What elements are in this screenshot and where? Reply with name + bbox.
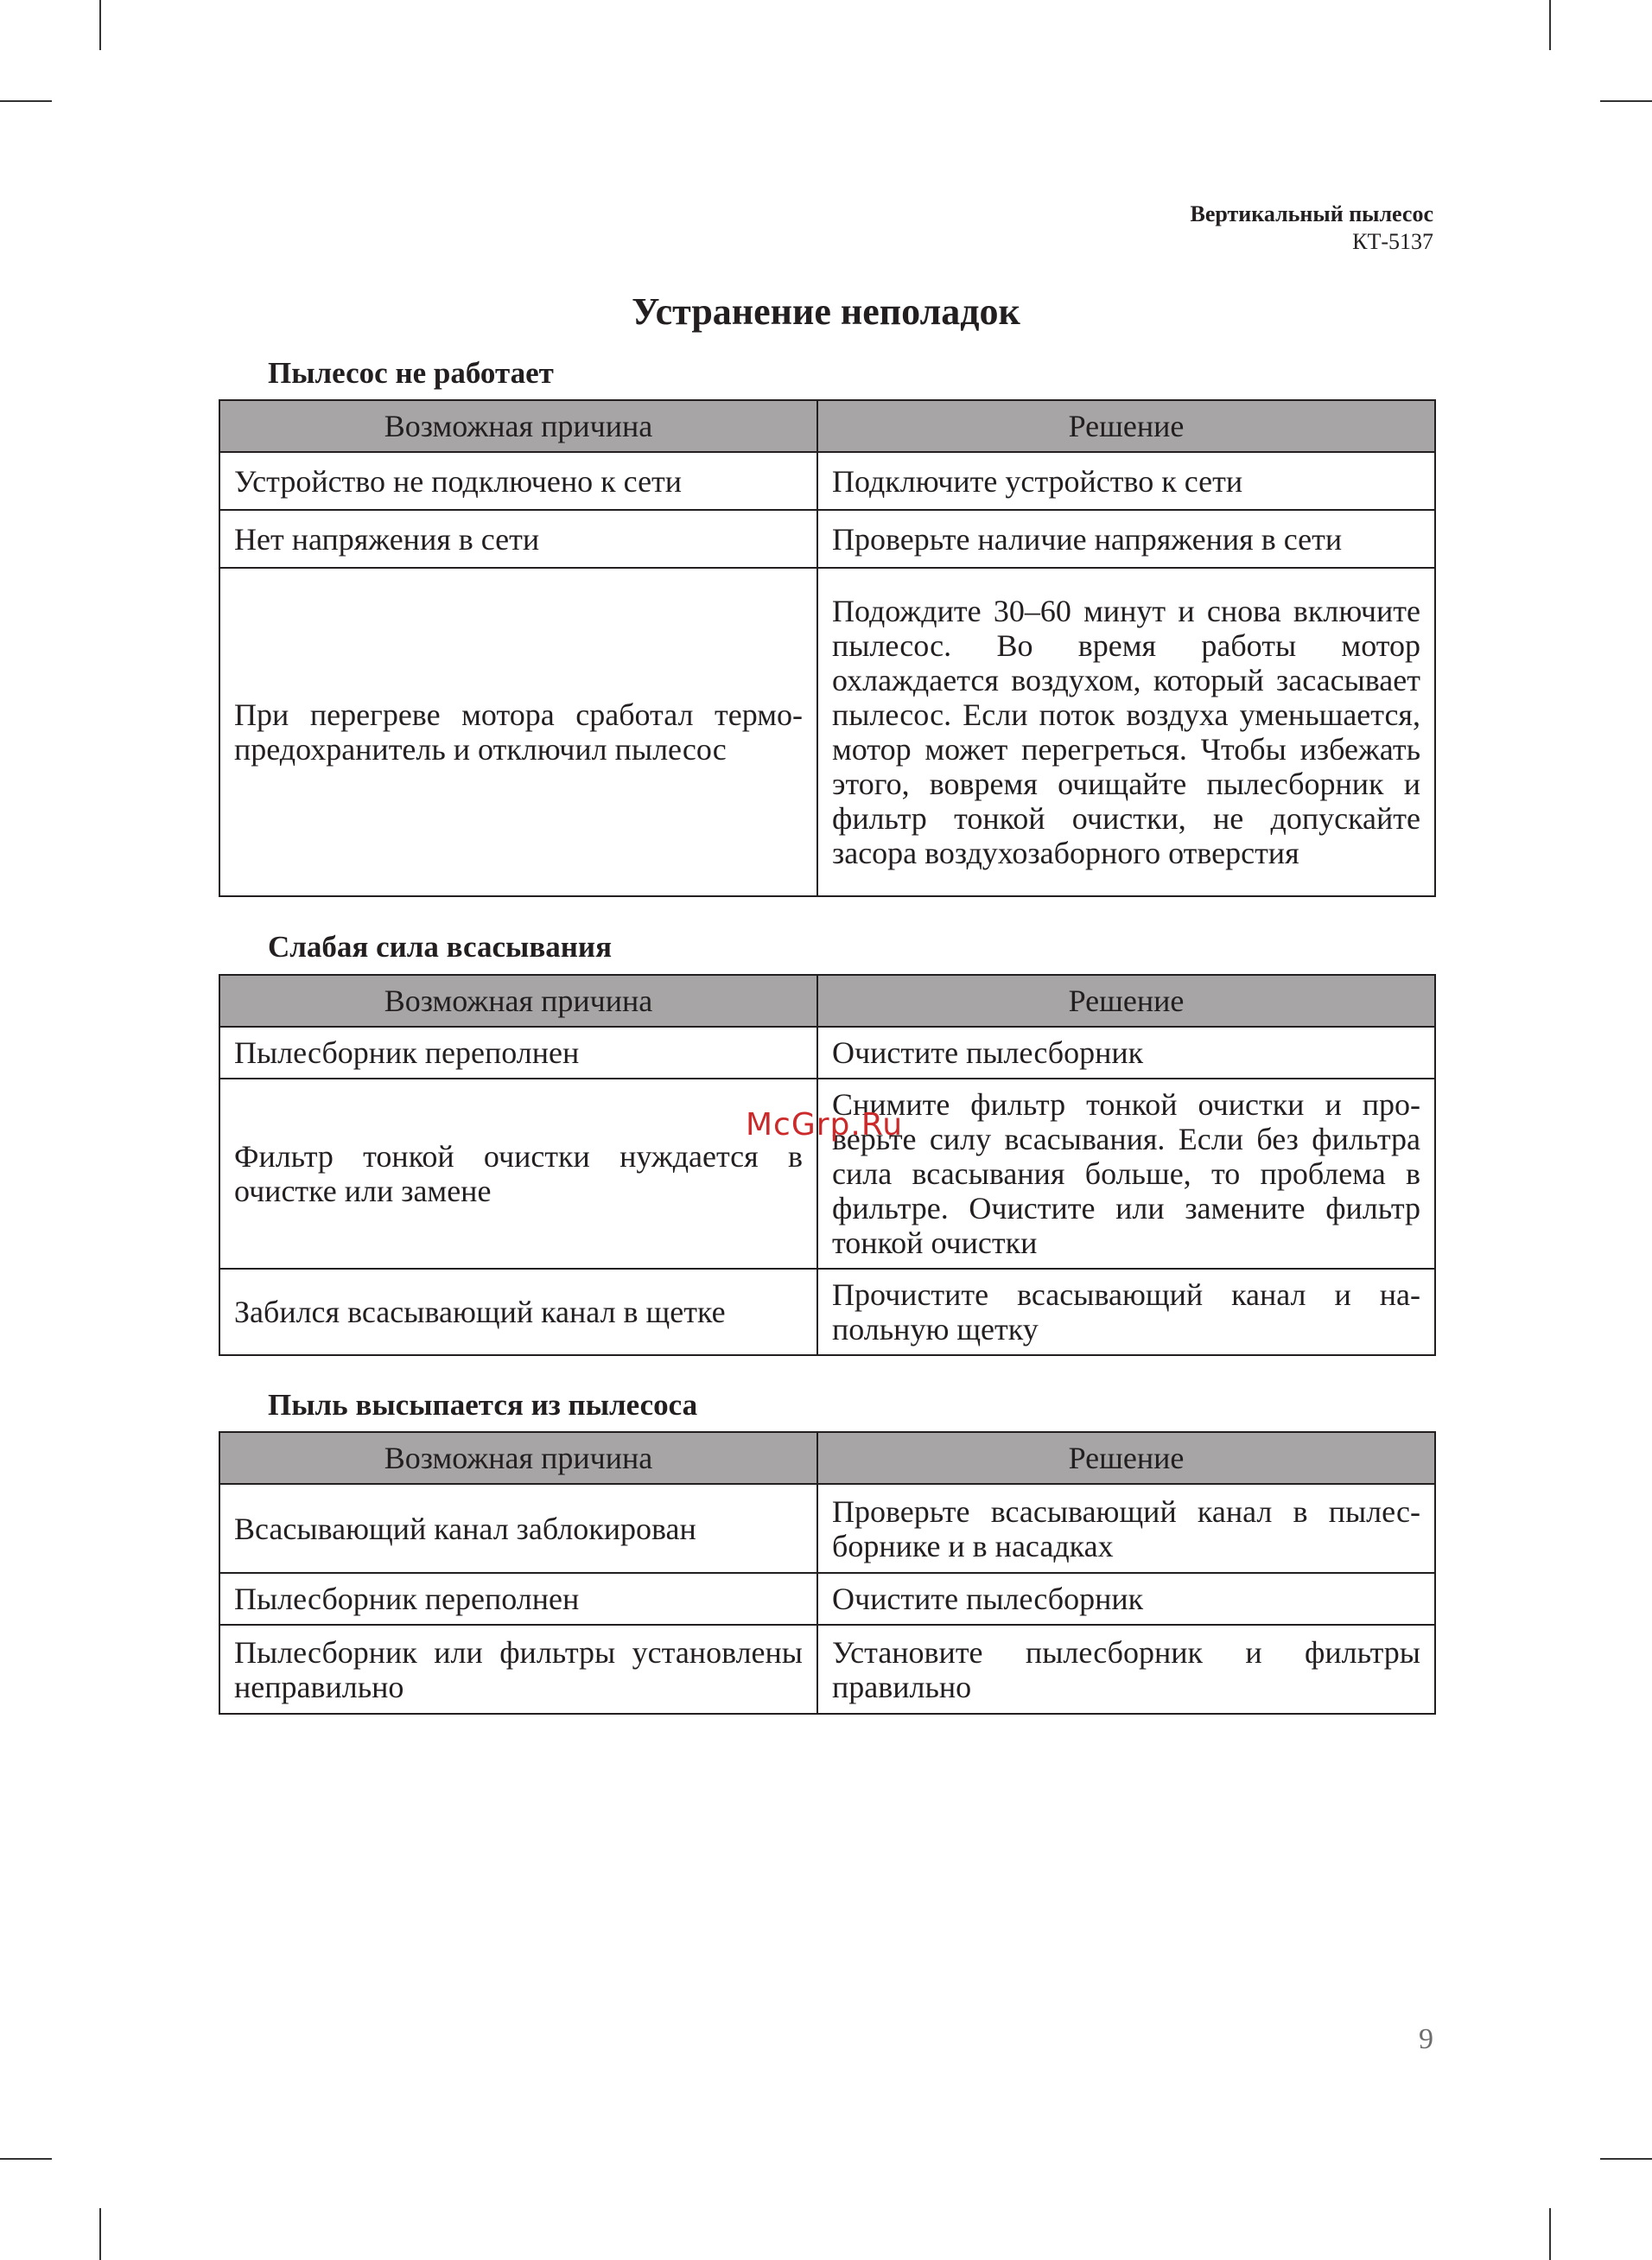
solution-cell: Очистите пылесборник (817, 1027, 1435, 1079)
section-heading: Пылесос не работает (268, 356, 554, 390)
cause-cell: Забился всасывающий канал в щетке (219, 1269, 817, 1355)
crop-mark (0, 100, 52, 102)
crop-mark (99, 2208, 101, 2260)
page-title: Устранение неполадок (632, 290, 1020, 333)
cause-cell: При перегреве мотора сработал термопредохранитель и отключил пылесос (219, 568, 817, 896)
column-header-cause: Возможная причина (219, 975, 817, 1027)
crop-mark (1600, 2158, 1652, 2160)
solution-cell: Очистите пылесборник (817, 1573, 1435, 1625)
crop-mark (1549, 2208, 1551, 2260)
solution-cell: Установите пылесборник и фильтры правильно (817, 1625, 1435, 1714)
section-heading: Пыль высыпается из пылесоса (268, 1388, 698, 1422)
column-header-cause: Возможная причина (219, 400, 817, 452)
cause-cell: Устройство не подключено к сети (219, 452, 817, 510)
solution-cell: Подождите 30–60 минут и снова включите пылесос. Во время работы мотор охлаждается воздухом, который засасывает пылесос. Если поток воздуха уменьшается, мотор может перегреться. Чтобы избежать этого, вовремя очищайте пылесборник и фильтр тонкой очистки, не допускайте засора воздухозаборного отверстия (817, 568, 1435, 896)
table-row (219, 1269, 1435, 1355)
header-model: КТ-5137 (1352, 229, 1433, 254)
table-header-row (219, 400, 1435, 452)
cause-cell: Пылесборник или фильтры установлены неправильно (219, 1625, 817, 1714)
table-header-row (219, 975, 1435, 1027)
table-row (219, 510, 1435, 568)
solution-cell: Прочистите всасывающий канал и напольную щетку (817, 1269, 1435, 1355)
header-product: Вертикальный пылесос (1190, 201, 1433, 226)
column-header-solution: Решение (817, 400, 1435, 452)
cause-cell: Всасывающий канал заблокирован (219, 1484, 817, 1573)
cause-cell: Пылесборник переполнен (219, 1027, 817, 1079)
table-row (219, 1027, 1435, 1079)
crop-mark (0, 2158, 52, 2160)
watermark: McGrp.Ru (746, 1107, 904, 1143)
solution-cell: Проверьте наличие напряжения в сети (817, 510, 1435, 568)
crop-mark (1600, 100, 1652, 102)
cause-cell: Пылесборник переполнен (219, 1573, 817, 1625)
table-row (219, 452, 1435, 510)
solution-cell: Подключите устройство к сети (817, 452, 1435, 510)
table-row (219, 1484, 1435, 1573)
troubleshooting-table (219, 1431, 1436, 1715)
table-row (219, 1573, 1435, 1625)
table-header-row (219, 1432, 1435, 1484)
troubleshooting-table (219, 399, 1436, 897)
column-header-solution: Решение (817, 975, 1435, 1027)
cause-cell: Нет напряжения в сети (219, 510, 817, 568)
crop-mark (99, 0, 101, 50)
table-row (219, 1625, 1435, 1714)
section-heading: Слабая сила всасывания (268, 930, 613, 964)
cause-cell: Фильтр тонкой очистки нуждается в очистке или замене (219, 1079, 817, 1269)
troubleshooting-table (219, 974, 1436, 1356)
crop-mark (1549, 0, 1551, 50)
solution-cell: Снимите фильтр тонкой очистки и проверьте силу всасывания. Если без фильтра сила всасывания больше, то проблема в фильтре. Очистите или замените фильтр тонкой очистки (817, 1079, 1435, 1269)
page-number: 9 (1419, 2023, 1433, 2055)
column-header-cause: Возможная причина (219, 1432, 817, 1484)
table-row (219, 568, 1435, 896)
solution-cell: Проверьте всасывающий канал в пылесборнике и в насадках (817, 1484, 1435, 1573)
column-header-solution: Решение (817, 1432, 1435, 1484)
